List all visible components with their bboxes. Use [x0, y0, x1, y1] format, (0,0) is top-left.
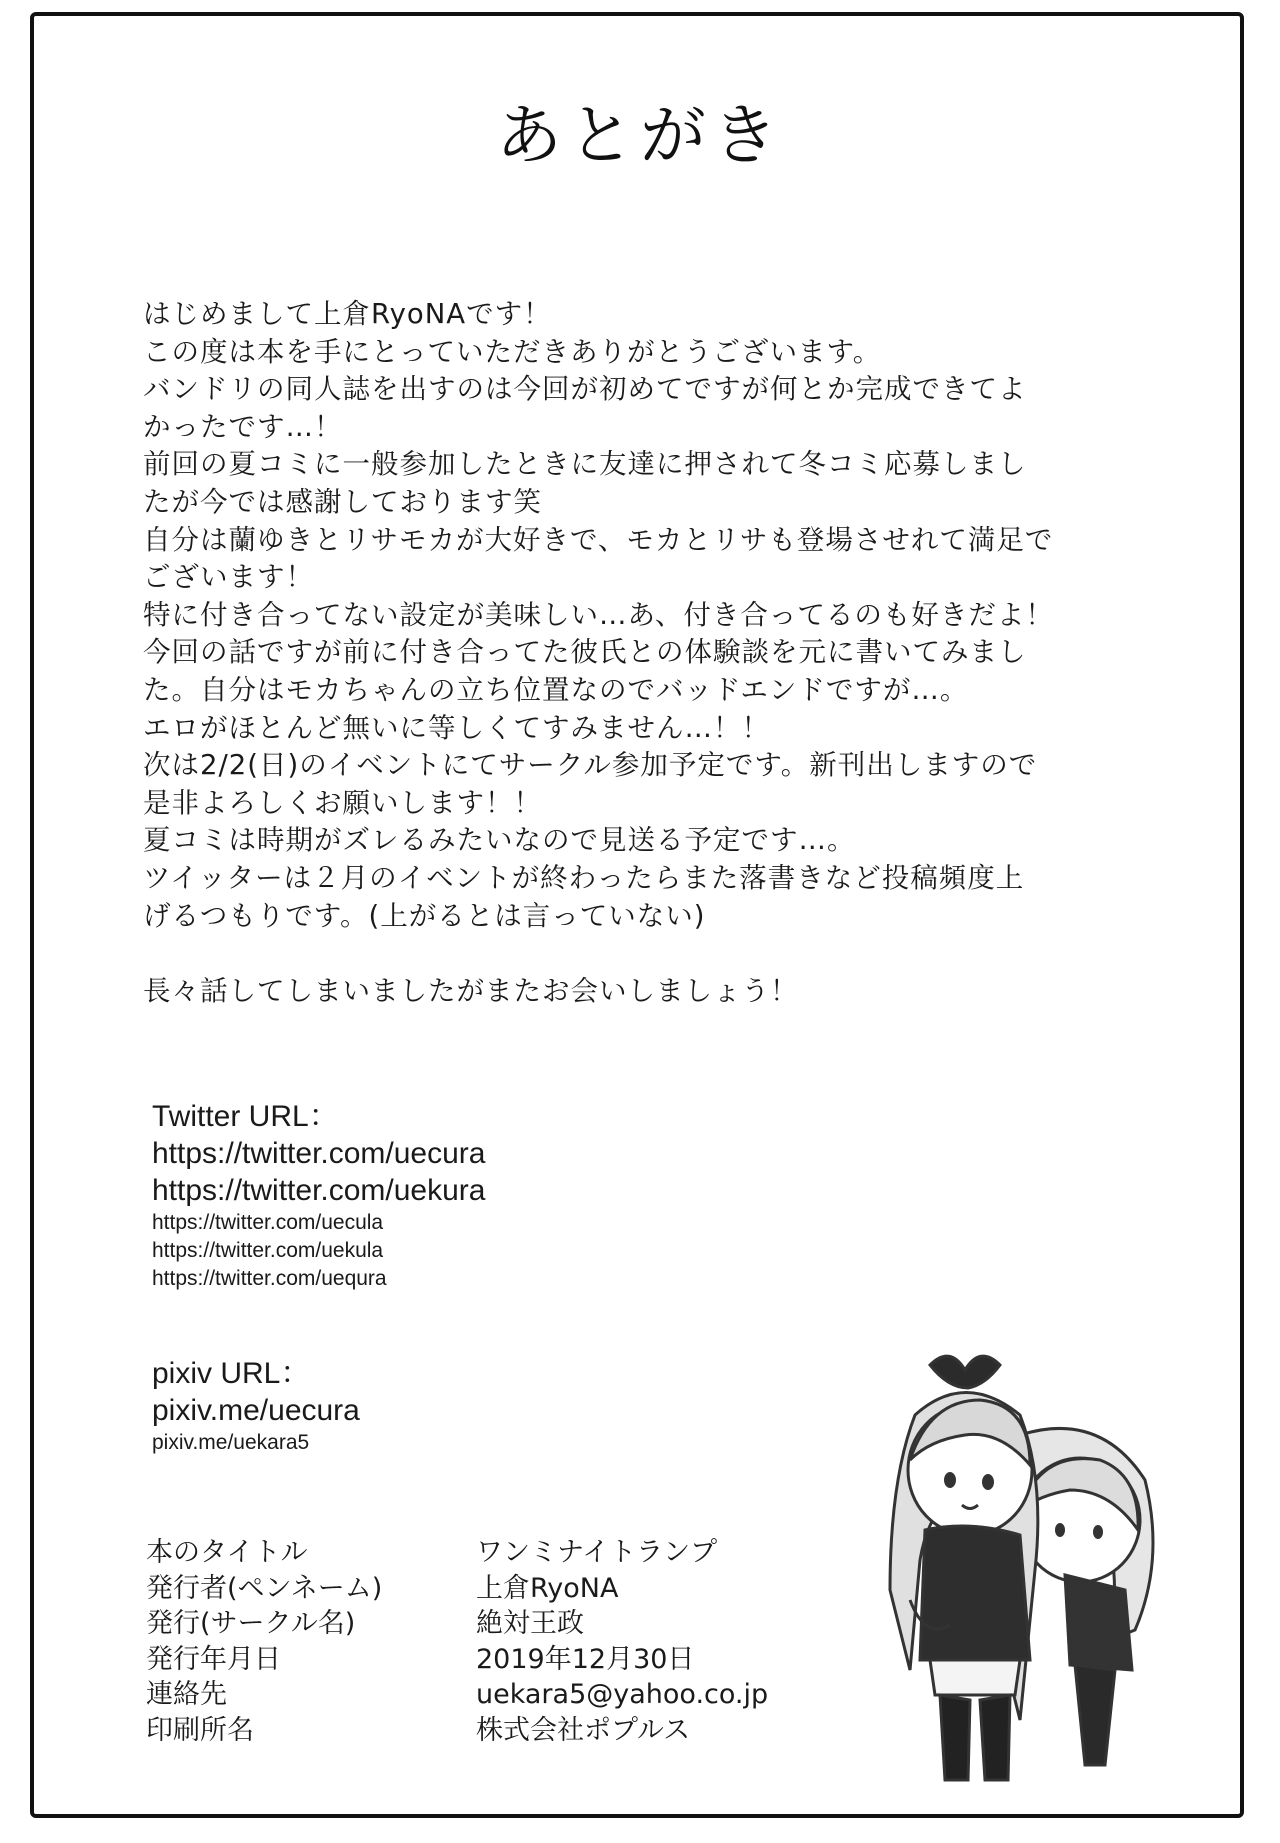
colophon-value: 絶対王政 — [476, 1608, 584, 1639]
body-line: 次は2/2(日)のイベントにてサークル参加予定です。新刊出しますので — [143, 749, 1038, 782]
back-character — [1020, 1428, 1153, 1765]
body-line: ツイッターは２月のイベントが終わったらまた落書きなど投稿頻度上 — [143, 861, 1025, 894]
twitter-label: Twitter URL： — [152, 1100, 339, 1133]
front-character — [890, 1356, 1038, 1780]
afterword-body — [143, 296, 1153, 935]
twitter-link-alt[interactable]: https://twitter.com/uequra — [152, 1267, 387, 1290]
colophon-row — [146, 1642, 768, 1678]
body-line: たが今では感謝しております笑 — [143, 485, 542, 518]
body-line: 是非よろしくお願いします！！ — [143, 786, 542, 819]
twitter-link-alt[interactable]: https://twitter.com/uecula — [152, 1211, 384, 1234]
pixiv-label: pixiv URL： — [152, 1357, 311, 1390]
colophon-key: 印刷所名 — [146, 1714, 254, 1746]
body-line: かったです…！ — [143, 410, 343, 443]
colophon-row — [146, 1606, 768, 1642]
colophon-value: 上倉RyoNA — [476, 1572, 619, 1604]
colophon-key: 本のタイトル — [146, 1537, 308, 1568]
body-line: この度は本を手にとっていただきありがとうございます。 — [143, 335, 882, 368]
body-line: 特に付き合ってない設定が美味しい…あ、付き合ってるのも好きだよ！ — [143, 598, 1054, 631]
colophon-key: 発行者(ペンネーム) — [146, 1572, 383, 1604]
colophon-value: 株式会社ポプルス — [476, 1714, 691, 1746]
pixiv-link-alt[interactable]: pixiv.me/uekara5 — [152, 1431, 310, 1454]
colophon-key: 発行年月日 — [146, 1643, 281, 1675]
body-line: エロがほとんど無いに等しくてすみません…！！ — [143, 711, 770, 744]
colophon-value: uekara5@yahoo.co.jp — [476, 1679, 769, 1710]
closing-line: 長々話してしまいましたがまたお会いしましょう！ — [143, 975, 799, 1007]
body-line: 夏コミは時期がズレるみたいなので見送る予定です…。 — [143, 824, 856, 857]
body-line: ございます！ — [143, 561, 314, 594]
colophon-key: 連絡先 — [146, 1679, 227, 1710]
pixiv-links — [152, 1355, 360, 1457]
body-line: た。自分はモカちゃんの立ち位置なのでバッドエンドですが…。 — [143, 673, 969, 706]
body-line: バンドリの同人誌を出すのは今回が初めてですが何とか完成できてよ — [143, 373, 1027, 406]
body-line: はじめまして上倉RyoNAです！ — [143, 298, 552, 330]
colophon-row — [146, 1571, 768, 1607]
twitter-link[interactable]: https://twitter.com/uecura — [152, 1137, 486, 1170]
body-line: 前回の夏コミに一般参加したときに友達に押されて冬コミ応募しまし — [143, 448, 1027, 481]
body-line: 今回の話ですが前に付き合ってた彼氏との体験談を元に書いてみまし — [143, 636, 1027, 669]
colophon-value: ワンミナイトランプ — [476, 1537, 718, 1568]
colophon — [146, 1535, 768, 1748]
body-line: げるつもりです。(上がるとは言っていない) — [143, 899, 706, 932]
body-line: 自分は蘭ゆきとリサモカが大好きで、モカとリサも登場させれて満足で — [143, 523, 1054, 556]
twitter-links — [152, 1098, 485, 1293]
twitter-link-alt[interactable]: https://twitter.com/uekula — [152, 1239, 384, 1262]
twitter-link[interactable]: https://twitter.com/uekura — [152, 1174, 486, 1207]
pixiv-link[interactable]: pixiv.me/uecura — [152, 1394, 360, 1427]
page-title: あとがき — [496, 97, 784, 174]
colophon-row — [146, 1713, 768, 1749]
colophon-row — [146, 1677, 768, 1713]
colophon-key: 発行(サークル名) — [146, 1608, 356, 1639]
colophon-row — [146, 1535, 768, 1571]
chibi-characters-illustration — [870, 1340, 1170, 1790]
colophon-value: 2019年12月30日 — [476, 1643, 695, 1675]
